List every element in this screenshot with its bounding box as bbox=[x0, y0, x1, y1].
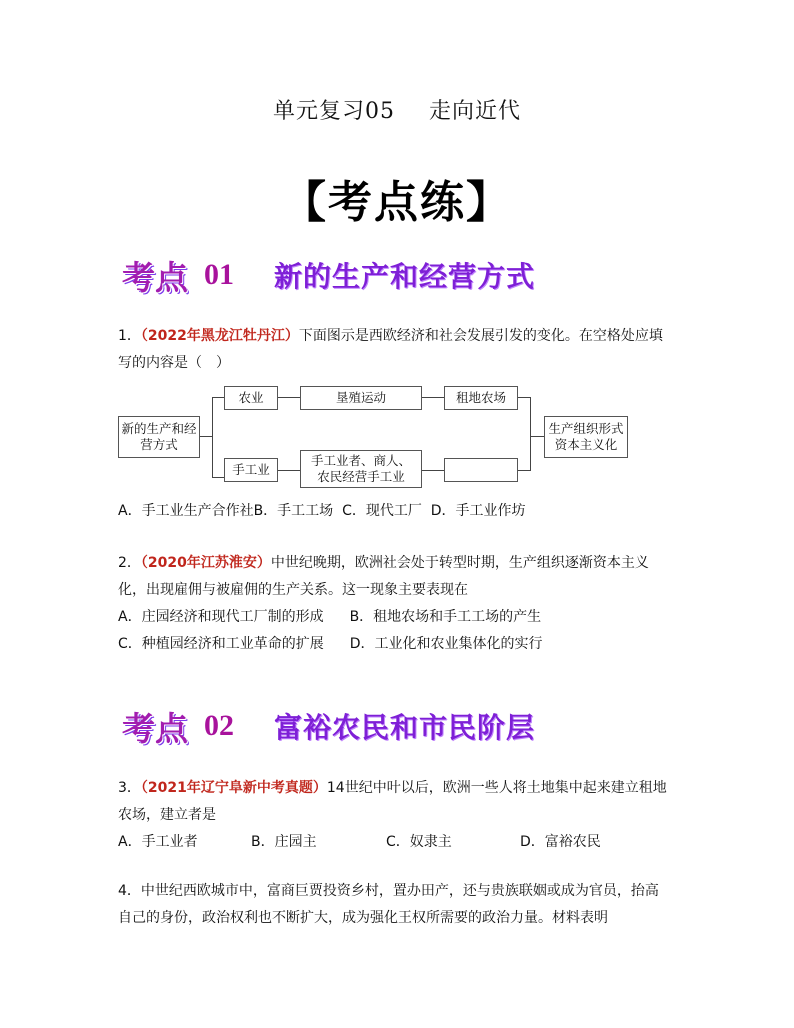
connector-line bbox=[200, 436, 212, 437]
document-title-left: 单元复习05 bbox=[272, 99, 395, 124]
question-4-line-2: 自己的身份，政治权利也不断扩大，成为强化王权所需要的政治力量。材料表明 bbox=[118, 910, 608, 926]
section-number: 01 bbox=[204, 258, 234, 291]
connector-line bbox=[212, 397, 213, 477]
diagram-box-new-production: 新的生产和经营方式 bbox=[118, 416, 200, 458]
question-2-line-1: 2．（2020年江苏淮安）中世纪晚期，欧洲社会处于转型时期，生产组织逐渐资本主义 bbox=[118, 555, 649, 571]
diagram-box-capitalism: 生产组织形式资本主义化 bbox=[544, 416, 628, 458]
question-2-line-2: 化，出现雇佣与被雇佣的生产关系。这一现象主要表现在 bbox=[118, 582, 468, 598]
question-source: （2020年江苏淮安） bbox=[140, 555, 271, 571]
flow-diagram bbox=[118, 382, 630, 490]
question-3-line-2: 农场，建立者是 bbox=[118, 807, 216, 823]
question-1-options: A．手工业生产合作社B．手工工场 C．现代工厂 D．手工业作坊 bbox=[118, 503, 526, 519]
option-b: B．租地农场和手工工场的产生 bbox=[349, 609, 542, 625]
section-kaodian-label: 考点 bbox=[122, 257, 188, 297]
option-d: D．工业化和农业集体化的实行 bbox=[349, 636, 543, 652]
question-2 bbox=[118, 550, 678, 658]
connector-line bbox=[278, 470, 300, 471]
section-header-01 bbox=[122, 250, 535, 300]
question-4-line-1: 4．中世纪西欧城市中，富商巨贾投资乡村，置办田产，还与贵族联姻或成为官员，抬高 bbox=[118, 883, 659, 899]
diagram-box-rent-farm: 租地农场 bbox=[444, 386, 518, 410]
section-header-02 bbox=[122, 701, 535, 751]
question-2-options-row-1 bbox=[118, 604, 678, 631]
option-a: A．庄园经济和现代工厂制的形成 bbox=[118, 609, 324, 625]
section-title: 新的生产和经营方式 bbox=[274, 260, 536, 293]
option-c: C．种植园经济和工业革命的扩展 bbox=[118, 636, 324, 652]
question-3 bbox=[118, 775, 678, 856]
connector-line bbox=[530, 397, 531, 471]
diagram-blank-box bbox=[444, 458, 518, 482]
document-title-right: 走向近代 bbox=[428, 99, 521, 124]
question-1 bbox=[118, 323, 678, 377]
document-title bbox=[0, 94, 794, 125]
question-source: （2021年辽宁阜新中考真题） bbox=[140, 780, 327, 796]
question-3-options bbox=[118, 829, 678, 856]
banner-title: 【考点练】 bbox=[282, 177, 512, 228]
connector-line bbox=[422, 397, 444, 398]
diagram-box-handicraft: 手工业 bbox=[224, 458, 278, 482]
section-kaodian-label: 考点 bbox=[122, 708, 188, 748]
option-a: A．手工业者 bbox=[118, 834, 198, 850]
question-2-options-row-2 bbox=[118, 631, 678, 658]
diagram-box-colonization: 垦殖运动 bbox=[300, 386, 422, 410]
connector-line bbox=[518, 470, 530, 471]
option-c: C．奴隶主 bbox=[386, 834, 452, 850]
connector-line bbox=[518, 397, 530, 398]
connector-line bbox=[278, 397, 300, 398]
connector-line bbox=[422, 470, 444, 471]
connector-line bbox=[212, 397, 224, 398]
question-4 bbox=[118, 878, 678, 932]
connector-line bbox=[212, 477, 224, 478]
section-title: 富裕农民和市民阶层 bbox=[274, 711, 536, 744]
question-source: （2022年黑龙江牡丹江） bbox=[140, 328, 299, 344]
option-d: D．富裕农民 bbox=[520, 834, 601, 850]
option-b: B．庄园主 bbox=[251, 834, 317, 850]
connector-line bbox=[530, 436, 544, 437]
question-1-line-1: 1．（2022年黑龙江牡丹江）下面图示是西欧经济和社会发展引发的变化。在空格处应填 bbox=[118, 328, 663, 344]
question-1-line-2: 写的内容是（ ） bbox=[118, 355, 230, 371]
diagram-box-craftsmen-merchants: 手工业者、商人、农民经营手工业 bbox=[300, 450, 422, 488]
diagram-box-agriculture: 农业 bbox=[224, 386, 278, 410]
section-number: 02 bbox=[204, 709, 234, 742]
question-3-line-1: 3．（2021年辽宁阜新中考真题）14世纪中叶以后，欧洲一些人将土地集中起来建立租地 bbox=[118, 780, 667, 796]
